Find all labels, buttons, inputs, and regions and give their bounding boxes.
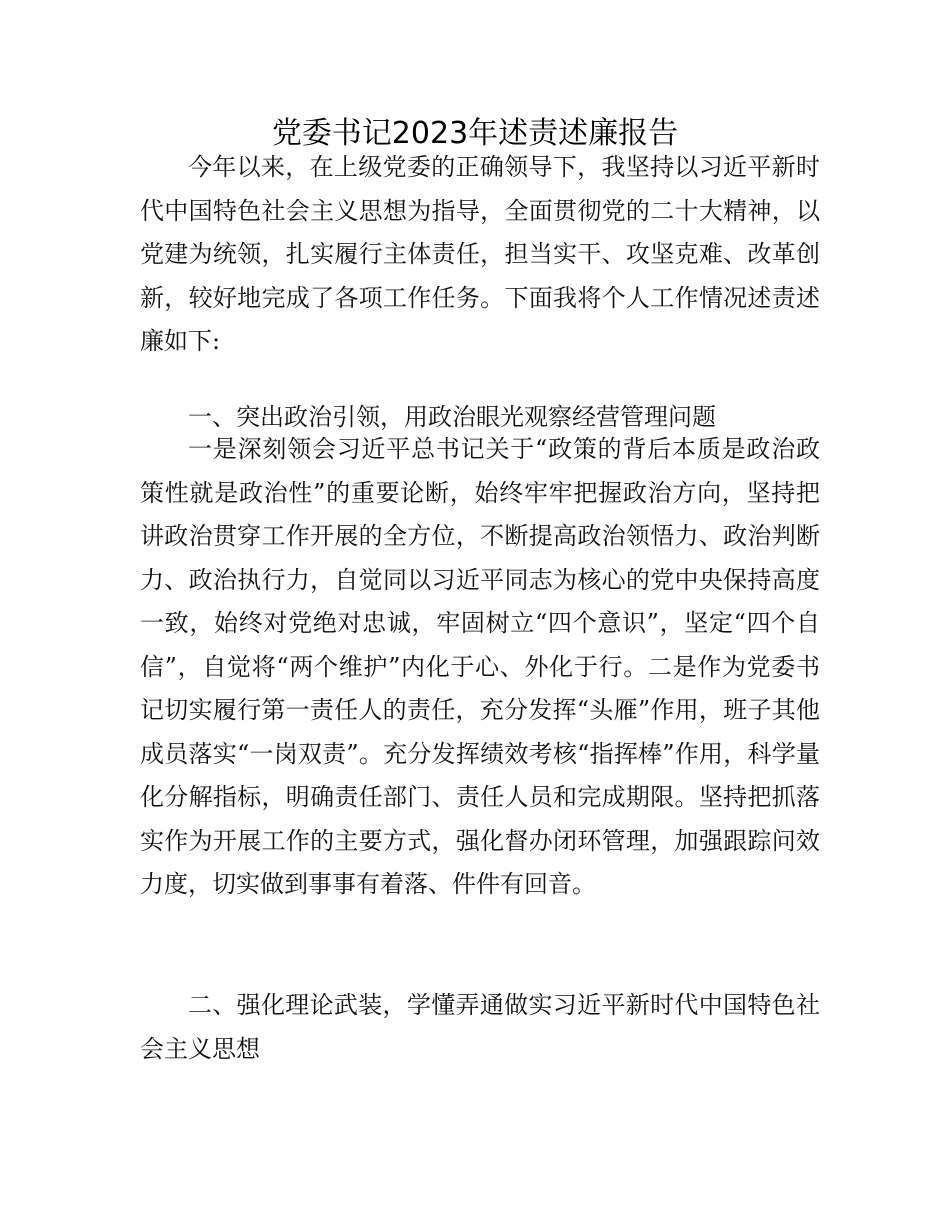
document-title: 党委书记2023年述责述廉报告 [271,116,679,151]
intro-paragraph: 今年以来，在上级党委的正确领导下，我坚持以习近平新时代中国特色社会主义思想为指导，全面贯彻党的二十大精神，以党建为统领，扎实履行主体责任，担当实干、攻坚克难、改革创新，较好地完成了各项工作任务。下面我将个人工作情况述责述廉如下: [140,153,820,355]
section-one-body: 一是深刻领会习近平总书记关于“政策的背后本质是政治政策性就是政治性”的重要论断，始终牢牢把握政治方向，坚持把讲政治贯穿工作开展的全方位，不断提高政治领悟力、政治判断力、政治执行力，自觉同以习近平同志为核心的党中央保持高度一致，始终对党绝对忠诚，牢固树立“四个意识”，坚定“四个自信”，自觉将“两个维护”内化于心、外化于行。二是作为党委书记切实履行第一责任人的责任，充分发挥“头雁”作用，班子其他成员落实“一岗双责”。充分发挥绩效考核“指挥棒”作用，科学量化分解指标，明确责任部门、责任人员和完成期限。坚持把抓落实作为开展工作的主要方式，强化督办闭环管理，加强跟踪问效力度，切实做到事事有着落、件件有回音。 [140,435,820,898]
section-heading-two: 二、强化理论武装，学懂弄通做实习近平新时代中国特色社会主义思想 [140,991,820,1063]
section-heading-one: 一、突出政治引领，用政治眼光观察经营管理问题 [188,403,716,431]
